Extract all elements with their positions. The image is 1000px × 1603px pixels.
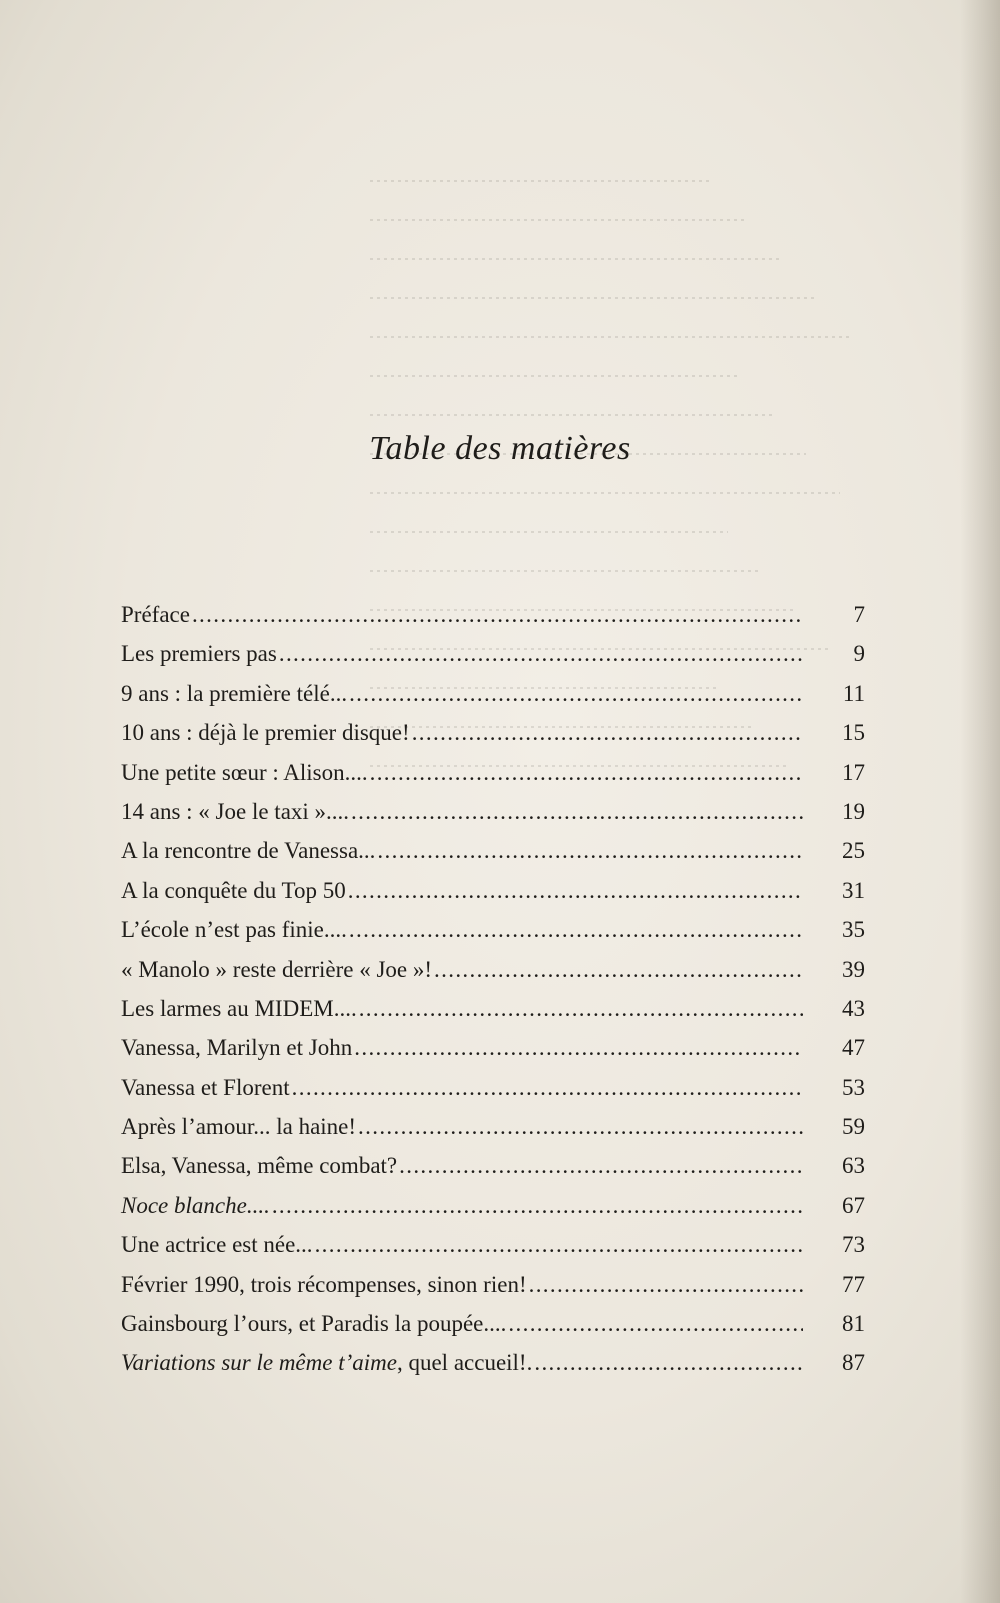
toc-page-number: 67 — [842, 1192, 865, 1218]
toc-entry-title — [121, 957, 432, 983]
toc-entry — [121, 1153, 865, 1192]
toc-entry-title — [121, 1075, 290, 1101]
toc-entry-title — [121, 602, 190, 628]
toc-entry — [121, 760, 865, 799]
toc-page-number: 59 — [842, 1114, 865, 1140]
toc-entry-title-part: L’école n’est pas finie.... — [121, 917, 347, 943]
toc-entry — [121, 957, 865, 996]
toc-entry-title — [121, 917, 347, 943]
toc-entry — [121, 1114, 865, 1153]
toc-entry-title-part: Gainsbourg l’ours, et Paradis la poupée.... — [121, 1311, 507, 1337]
show-through-line — [370, 531, 728, 533]
toc-entry — [121, 1350, 865, 1389]
toc-page-number: 39 — [842, 956, 865, 982]
toc-page-number: 53 — [842, 1074, 865, 1100]
toc-leader-dots — [412, 720, 803, 746]
toc-entry — [121, 838, 865, 877]
toc-leader-dots — [370, 760, 803, 786]
toc-entry-title — [121, 799, 349, 825]
toc-entry-title-part: « Manolo » reste derrière « Joe »! — [121, 956, 433, 982]
toc-entry-title — [121, 996, 357, 1022]
toc-entry-title — [121, 1035, 352, 1061]
toc-leader-dots — [192, 602, 803, 628]
toc-leader-dots — [359, 996, 803, 1022]
toc-entry-title-part: Les premiers pas — [121, 641, 277, 667]
toc-entry-title-part: 10 ans : déjà le premier disque! — [121, 720, 410, 746]
toc-entry — [121, 641, 865, 680]
toc-entry-title-part: Une actrice est née... — [121, 1232, 313, 1258]
page-title: Table des matières — [369, 430, 631, 467]
toc-entry — [121, 878, 865, 917]
toc-entry-title-part: A la rencontre de Vanessa... — [121, 838, 376, 864]
toc-leader-dots — [399, 1153, 803, 1179]
toc-page-number: 87 — [842, 1350, 865, 1376]
toc-leader-dots — [351, 799, 803, 825]
toc-entry — [121, 1035, 865, 1074]
show-through-line — [370, 492, 840, 494]
toc-entry-title-part: Elsa, Vanessa, même combat? — [121, 1153, 398, 1179]
toc-entry-title-part: Les larmes au MIDEM.... — [121, 995, 357, 1021]
toc-entry — [121, 996, 865, 1035]
toc-leader-dots — [292, 1075, 803, 1101]
show-through-line — [370, 375, 738, 377]
toc-entry — [121, 1272, 865, 1311]
toc-entry-title-part: Vanessa, Marilyn et John — [121, 1035, 353, 1061]
toc-entry-title-part: Variations sur le même t’aime — [121, 1350, 397, 1376]
page-edge-shadow — [960, 0, 1000, 1603]
show-through-line — [370, 336, 850, 338]
toc-entry-title — [121, 641, 277, 667]
toc-entry — [121, 1311, 865, 1350]
toc-entry-title — [121, 1114, 356, 1140]
toc-page-number: 17 — [842, 759, 865, 785]
toc-entry-title-part: Février 1990, trois récompenses, sinon rien! — [121, 1271, 527, 1297]
toc-leader-dots — [315, 1232, 803, 1258]
toc-entry-title-part: Une petite sœur : Alison.... — [121, 759, 368, 785]
toc-page-number: 11 — [842, 680, 865, 706]
toc-leader-dots — [349, 917, 803, 943]
toc-entry-title-part: 9 ans : la première télé... — [121, 680, 348, 706]
toc-entry — [121, 1075, 865, 1114]
toc-entry-title — [121, 760, 368, 786]
toc-page-number: 19 — [842, 798, 865, 824]
toc-page-number: 63 — [842, 1153, 865, 1179]
toc-entry — [121, 602, 865, 641]
toc-page-number: 9 — [853, 641, 865, 667]
show-through-line — [370, 570, 762, 572]
toc-entry-title-part: 14 ans : « Joe le taxi ».... — [121, 798, 350, 824]
toc-entry-title — [121, 1350, 532, 1376]
toc-entry-title-part: Noce blanche.... — [121, 1192, 270, 1218]
toc-leader-dots — [354, 1035, 803, 1061]
show-through-line — [370, 258, 782, 260]
toc-entry-title — [121, 1193, 270, 1219]
toc-entry — [121, 1193, 865, 1232]
toc-leader-dots — [377, 838, 803, 864]
toc-entry-title — [121, 1311, 506, 1337]
toc-entry — [121, 1232, 865, 1271]
toc-leader-dots — [508, 1311, 803, 1337]
toc-leader-dots — [529, 1272, 803, 1298]
toc-entry — [121, 720, 865, 759]
toc-page-number: 35 — [842, 917, 865, 943]
toc-entry-title — [121, 1232, 313, 1258]
toc-page-number: 77 — [842, 1271, 865, 1297]
toc-page-number: 47 — [842, 1035, 865, 1061]
toc-leader-dots — [349, 681, 803, 707]
toc-entry-title — [121, 878, 346, 904]
toc-entry-title — [121, 838, 375, 864]
toc-entry — [121, 917, 865, 956]
toc-entry — [121, 681, 865, 720]
toc-entry-title — [121, 681, 347, 707]
toc-entry — [121, 799, 865, 838]
show-through-line — [370, 219, 747, 221]
toc-leader-dots — [358, 1114, 803, 1140]
toc-page-number: 43 — [842, 995, 865, 1021]
toc-page-number: 81 — [842, 1311, 865, 1337]
toc-entry-title — [121, 1153, 397, 1179]
toc-page-number: 25 — [842, 838, 865, 864]
toc-page-number: 7 — [853, 602, 865, 627]
toc-leader-dots — [348, 878, 803, 904]
toc-entry-title — [121, 1272, 527, 1298]
show-through-line — [370, 180, 713, 182]
show-through-line — [370, 297, 816, 299]
toc-entry-title-part: Après l’amour... la haine! — [121, 1114, 357, 1140]
toc-entry-title-part: , quel accueil!. — [396, 1350, 533, 1376]
show-through-line — [370, 414, 772, 416]
toc-leader-dots — [434, 957, 803, 983]
toc-leader-dots — [279, 641, 803, 667]
toc-leader-dots — [272, 1193, 803, 1219]
toc-page-number: 31 — [842, 877, 865, 903]
toc-entry-title — [121, 720, 410, 746]
toc-leader-dots — [534, 1350, 803, 1376]
toc-entry-title-part: A la conquête du Top 50 — [121, 877, 346, 903]
table-of-contents — [121, 602, 865, 1390]
toc-entry-title-part: Vanessa et Florent — [121, 1074, 290, 1100]
toc-page-number: 15 — [842, 720, 865, 746]
toc-page-number: 73 — [842, 1232, 865, 1258]
toc-entry-title-part: Préface — [121, 602, 190, 627]
